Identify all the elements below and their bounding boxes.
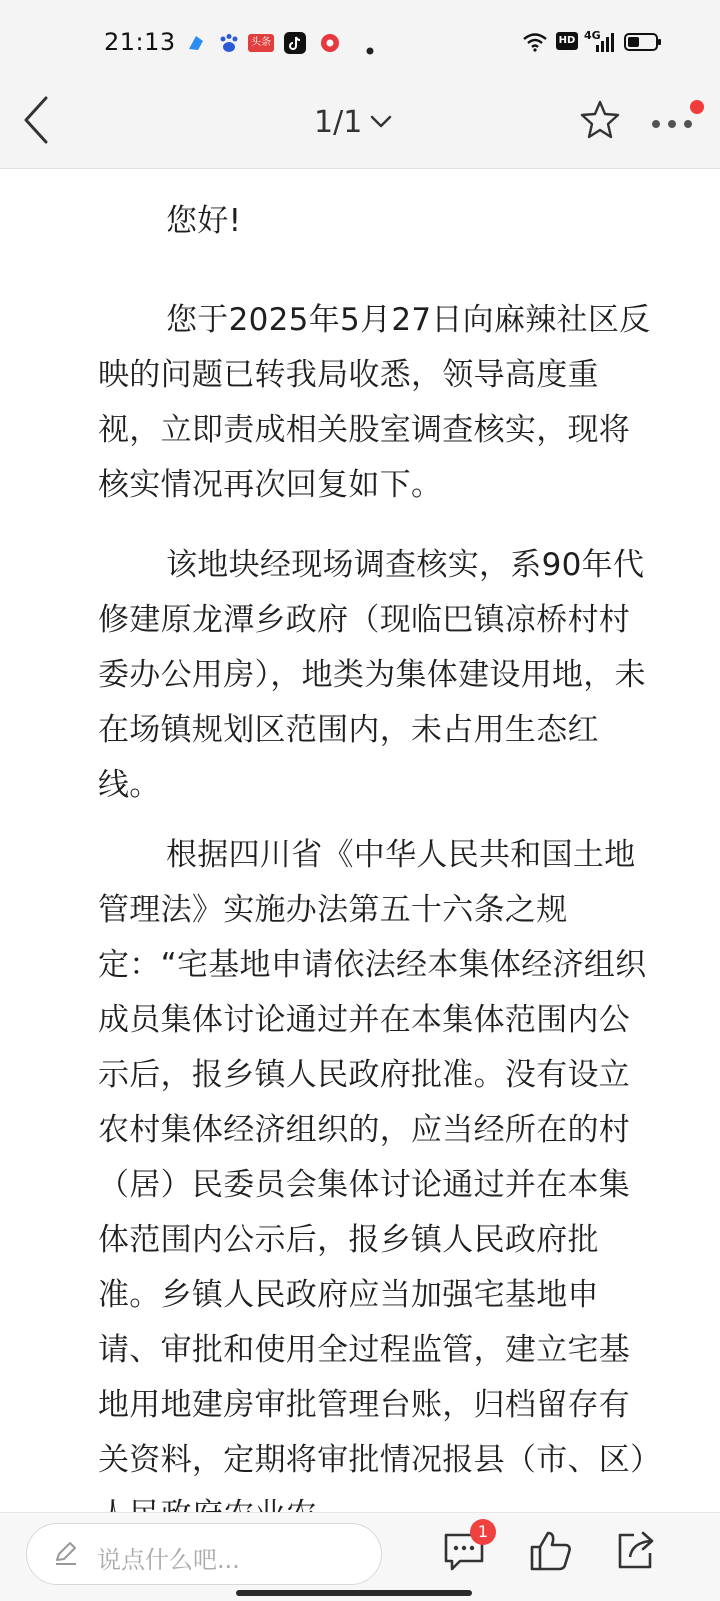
toutiao-icon: 头条 [248,34,274,52]
page-selector[interactable] [314,102,392,142]
share-icon [612,1527,658,1573]
blue-app-icon [186,33,206,57]
wifi-icon [522,32,548,56]
battery-icon [624,33,662,55]
hd-icon: HD [556,32,578,50]
comment-count-badge: 1 [470,1519,496,1545]
back-arrow-icon [18,94,58,146]
thumbs-up-icon [528,1527,574,1573]
baidu-paw-icon [218,33,240,57]
notification-dot [690,100,704,114]
more-dot-icon [366,40,374,59]
paragraph-1: 您于2025年5月27日向麻辣社区反映的问题已转我局收悉，领导高度重视，立即责成相关股室调查核实，现将核实情况再次回复如下。 [98,302,651,503]
app-bar [0,72,720,169]
comment-input[interactable] [26,1523,382,1585]
tiktok-icon [284,32,306,58]
status-time: 21:13 [104,28,176,56]
star-icon [578,98,622,142]
paragraph-3: 根据四川省《中华人民共和国土地管理法》实施办法第五十六条之规定：“宅基地申请依法经本集体经济组织成员集体讨论通过并在本集体范围内公示后，报乡镇人民政府批准。没有设立农村集体经济组织的，应当经所在的村（居）民委员会集体讨论通过并在本集体范围内公示后，报乡镇人民政府批准。乡镇人民政府应当加强宅基地申请、审批和使用全过程监管，建立宅基地用地建房审批管理台账，归档留存有关资料，定期将审批情况报县（市、区） [98,837,647,1478]
signal-icon [596,32,614,56]
bottom-bar [0,1512,720,1601]
chevron-down-icon [370,115,392,129]
greeting-text: 您好! [166,203,242,239]
status-bar [0,0,720,72]
back-button[interactable] [18,94,58,146]
red-record-icon [320,33,340,57]
home-indicator[interactable] [236,1590,472,1596]
like-button[interactable] [528,1527,574,1573]
document-content [98,168,658,1512]
pen-icon [53,1540,79,1570]
comment-placeholder: 说点什么吧... [97,1546,240,1574]
paragraph-2: 该地块经现场调查核实，系90年代修建原龙潭乡政府（现临巴镇凉桥村村委办公用房），地类为集体建设用地，未在场镇规划区范围内，未占用生态红线。 [98,547,646,803]
share-button[interactable] [612,1527,658,1573]
favorite-button[interactable] [578,98,622,142]
network-type: 4G [584,29,601,42]
page-indicator-text: 1/1 [314,104,363,140]
